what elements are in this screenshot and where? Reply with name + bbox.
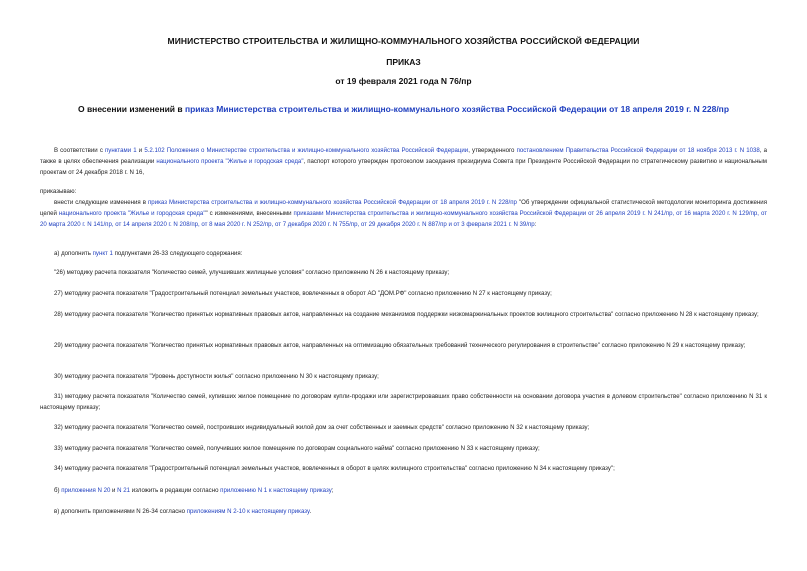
link-order-228[interactable]: приказ Министерства строительства и жилищно-коммунального хозяйства Российской Федерации от 18 апреля 2019 г. N 228/пр	[148, 199, 517, 206]
link-national-project[interactable]: национального проекта "Жилье и городская среда"	[58, 210, 206, 218]
item-c-text: в) дополнить приложениями N 26-34 согласно	[54, 508, 187, 515]
item-b-text: ;	[331, 487, 334, 494]
list-item: 27) методику расчета показателя "Градостроительный потенциал земельных участков, вовлеченных в оборот АО "ДОМ.РФ" согласно приложению N 27 к настоящему приказу;	[54, 290, 552, 297]
intro-text: " с изменениями, внесенными	[205, 210, 294, 218]
intro-text: "Об утверждении официальной статистической методологии мониторинга достижения целей	[40, 199, 767, 218]
link-appendix-1[interactable]: приложению N 1 к настоящему приказу	[220, 487, 332, 494]
link-point-1[interactable]: пункт 1	[92, 250, 113, 257]
list-item: 30) методику расчета показателя "Уровень доступности жилья" согласно приложению N 30 к настоящему приказу;	[54, 373, 379, 380]
preamble-paragraph	[40, 145, 767, 179]
link-point-1[interactable]: пунктами 1	[104, 147, 137, 154]
list-item: "26) методику расчета показателя "Количество семей, улучшивших жилищные условия" согласно приложению N 26 к настоящему приказу;	[54, 269, 450, 276]
document-date-number: от 19 февраля 2021 года N 76/пр	[335, 76, 472, 86]
item-b-text: изложить в редакции согласно	[130, 487, 221, 494]
intro-text: внести следующие изменения в	[54, 199, 148, 206]
item-b-text: б)	[54, 487, 62, 494]
preamble-text: и	[136, 147, 145, 154]
link-national-project[interactable]: национального проекта "Жилье и городская среда"	[156, 158, 304, 166]
document-type: ПРИКАЗ	[386, 57, 421, 67]
item-a-text: подпунктами 26-33 следующего содержания:	[112, 250, 243, 257]
list-item: 33) методику расчета показателя "Количество семей, получивших жилое помещение по договорам социального найма" согласно приложению N 33 к настоящему приказу;	[54, 445, 540, 452]
list-item: 32) методику расчета показателя "Количество семей, построивших индивидуальный жилой дом за счет собственных и заемных средств" согласно приложению N 32 к настоящему приказу;	[54, 424, 590, 431]
preamble-text: , а также в целях обеспечения реализации	[40, 147, 768, 166]
link-appendices-2-10[interactable]: приложениям N 2-10 к настоящему приказу	[186, 508, 310, 515]
list-item: 31) методику расчета показателя "Количество семей, купивших жилое помещение по договорам купли-продажи или зарегистрировавших право собственности на основании договора участия в долевом строительстве" согласно приложению N 31 к настоящему приказу;	[40, 393, 767, 412]
document-title	[0, 104, 807, 114]
link-appendix-20[interactable]: приложения N 20	[61, 487, 111, 494]
preamble-text: В соответствии с	[54, 147, 105, 154]
preamble-text: , паспорт которого утвержден протоколом заседания президиума Совета при Президенте Российской Федерации по стратегическому развитию и национальным проектам от 24 декабря 2018 г. N 16,	[40, 158, 767, 177]
item-c-text: .	[309, 508, 312, 515]
list-item: 29) методику расчета показателя "Количество принятых нормативных правовых актов, направленных на оптимизацию обязательных требований технического регулирования в строительстве" согласно приложению N 29 к настоящему приказу;	[54, 342, 746, 349]
item-a-text: а) дополнить	[54, 250, 93, 257]
link-regulation[interactable]: 5.2.102 Положения о Министерстве строительства и жилищно-коммунального хозяйства Российской Федерации	[144, 147, 469, 154]
item-c	[40, 506, 767, 517]
link-appendix-21[interactable]: N 21	[117, 487, 131, 494]
list-item: 28) методику расчета показателя "Количество принятых нормативных правовых актов, направленных на создание механизмов поддержки низкомаржинальных проектов жилищного строительства" согласно приложению N 28 к настоящему приказу;	[54, 311, 759, 318]
title-prefix: О внесении изменений в	[77, 104, 185, 114]
link-amending-orders[interactable]: приказами Министерства строительства и жилищно-коммунального хозяйства Российской Федерации от 26 апреля 2019 г. N 241/пр, от 16 марта 2020 г. N 129/пр, от 20 марта 2020 г. N 141/пр, от 14 апреля 2020 г. N 208/пр, от 8 мая 2020 г. N 252/пр, от 7 декабря 2020 г. N 755/пр, от 29 декабря 2020 г. N 887/пр и от 3 февраля 2021 г. N 39/пр	[40, 210, 768, 229]
preamble-text: , утвержденного	[468, 147, 517, 154]
intro-paragraph	[40, 197, 767, 231]
item-b	[40, 485, 767, 496]
intro-text: :	[534, 221, 537, 229]
list-item: 34) методику расчета показателя "Градостроительный потенциал земельных участков, вовлеченных в оборот в целях жилищного строительства" согласно приложению N 34 к настоящему приказу";	[54, 465, 615, 472]
link-government-decree[interactable]: постановлением Правительства Российской Федерации от 18 ноября 2013 г. N 1038	[516, 147, 760, 154]
ministry-heading: МИНИСТЕРСТВО СТРОИТЕЛЬСТВА И ЖИЛИЩНО-КОММУНАЛЬНОГО ХОЗЯЙСТВА РОССИЙСКОЙ ФЕДЕРАЦИИ	[167, 36, 640, 46]
item-a	[40, 248, 767, 259]
title-link[interactable]: приказ Министерства строительства и жилищно-коммунального хозяйства Российской Федерации от 18 апреля 2019 г. N 228/пр	[184, 104, 730, 114]
item-b-text: и	[110, 487, 118, 494]
orders-word: приказываю:	[40, 188, 77, 195]
